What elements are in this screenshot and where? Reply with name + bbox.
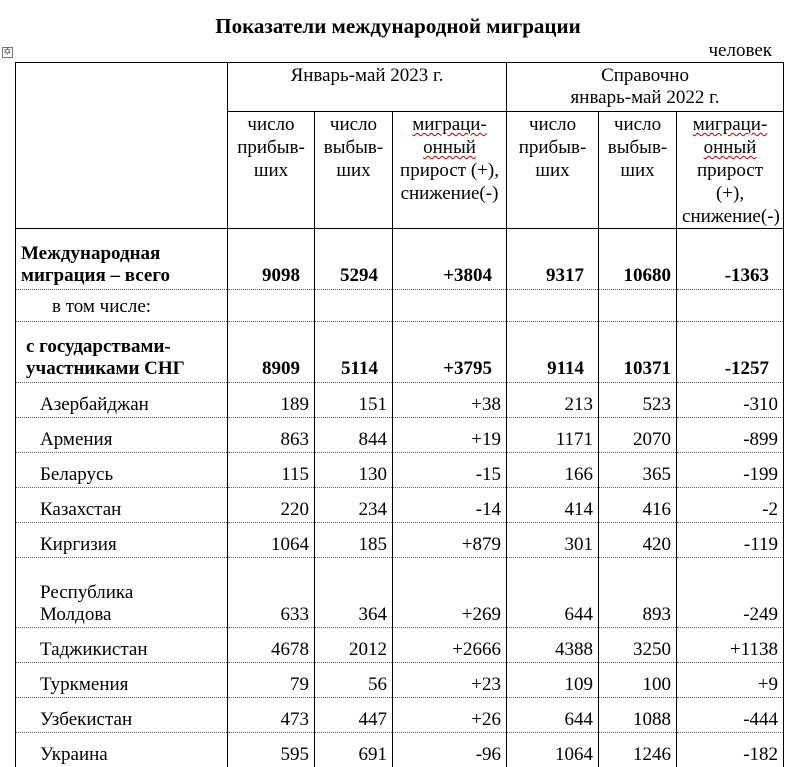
cell-departures-2022: 1088: [599, 698, 677, 733]
cell-departures-2023: 130: [315, 453, 393, 488]
table-row: [16, 488, 784, 523]
cell-departures-2023: 447: [315, 698, 393, 733]
cell-departures-2023: 364: [315, 558, 393, 628]
cell-growth-2023: +38: [393, 383, 507, 418]
cell-departures-2023: 2012: [315, 628, 393, 663]
cell-departures-2022: 523: [599, 383, 677, 418]
row-label: Армения: [16, 418, 228, 453]
cell-departures-2023: 56: [315, 663, 393, 698]
cell-arrivals-2023: [228, 290, 315, 322]
cell-growth-2022: -444: [677, 698, 784, 733]
cell-arrivals-2022: 109: [507, 663, 599, 698]
table-row: [16, 418, 784, 453]
cell-arrivals-2023: 9098: [228, 229, 315, 290]
unit-label: человек: [709, 40, 773, 62]
cell-departures-2023: [315, 290, 393, 322]
header-growth-2022: миграци- онный прирост (+), снижение(-): [677, 112, 784, 229]
cell-growth-2022: -119: [677, 523, 784, 558]
cell-growth-2023: +879: [393, 523, 507, 558]
cell-arrivals-2023: 863: [228, 418, 315, 453]
cell-growth-2023: +269: [393, 558, 507, 628]
row-label: Туркмения: [16, 663, 228, 698]
cell-departures-2022: 3250: [599, 628, 677, 663]
cell-growth-2022: -182: [677, 733, 784, 767]
cell-growth-2022: -1363: [677, 229, 784, 290]
cell-departures-2022: 365: [599, 453, 677, 488]
cell-departures-2022: 10371: [599, 322, 677, 383]
row-label: Беларусь: [16, 453, 228, 488]
header-group-2022: Справочно январь-май 2022 г.: [507, 63, 784, 112]
cell-arrivals-2023: 189: [228, 383, 315, 418]
cell-arrivals-2022: 1064: [507, 733, 599, 767]
row-label: Таджикистан: [16, 628, 228, 663]
cell-arrivals-2023: 473: [228, 698, 315, 733]
row-label: с государствами- участниками СНГ: [16, 322, 228, 383]
header-departures-2022: число выбыв- ших: [599, 112, 677, 229]
cell-growth-2023: +23: [393, 663, 507, 698]
cell-arrivals-2023: 8909: [228, 322, 315, 383]
cell-growth-2023: +26: [393, 698, 507, 733]
cell-growth-2022: -1257: [677, 322, 784, 383]
cell-growth-2023: [393, 290, 507, 322]
cell-arrivals-2022: 1171: [507, 418, 599, 453]
cell-departures-2023: 234: [315, 488, 393, 523]
cell-arrivals-2022: 301: [507, 523, 599, 558]
table-row: [16, 453, 784, 488]
cell-arrivals-2023: 79: [228, 663, 315, 698]
row-label: Международная миграция – всего: [16, 229, 228, 290]
table-row-total: [16, 229, 784, 290]
cell-arrivals-2023: 4678: [228, 628, 315, 663]
cell-growth-2023: +3795: [393, 322, 507, 383]
cell-departures-2023: 844: [315, 418, 393, 453]
row-label: Киргизия: [16, 523, 228, 558]
cell-growth-2022: -899: [677, 418, 784, 453]
cell-growth-2022: +9: [677, 663, 784, 698]
table-row: [16, 663, 784, 698]
migration-table: [15, 62, 784, 767]
cell-arrivals-2023: 115: [228, 453, 315, 488]
cell-arrivals-2022: 4388: [507, 628, 599, 663]
row-label: Узбекистан: [16, 698, 228, 733]
table-row: [16, 383, 784, 418]
cell-departures-2023: 5294: [315, 229, 393, 290]
cell-departures-2022: 10680: [599, 229, 677, 290]
table-row: [16, 698, 784, 733]
move-handle-icon[interactable]: ✡: [2, 47, 13, 58]
header-arrivals-2022: число прибыв- ших: [507, 112, 599, 229]
row-label: Республика Молдова: [16, 558, 228, 628]
header-arrivals-2023: число прибыв- ших: [228, 112, 315, 229]
cell-growth-2023: -14: [393, 488, 507, 523]
table-row: [16, 558, 784, 628]
cell-departures-2023: 185: [315, 523, 393, 558]
table-row-cis: [16, 322, 784, 383]
cell-growth-2022: -310: [677, 383, 784, 418]
cell-growth-2023: +19: [393, 418, 507, 453]
cell-departures-2022: 416: [599, 488, 677, 523]
cell-growth-2023: +2666: [393, 628, 507, 663]
row-label: Азербайджан: [16, 383, 228, 418]
cell-arrivals-2023: 633: [228, 558, 315, 628]
cell-arrivals-2022: 414: [507, 488, 599, 523]
cell-departures-2023: 5114: [315, 322, 393, 383]
cell-departures-2023: 691: [315, 733, 393, 767]
cell-arrivals-2022: 644: [507, 558, 599, 628]
cell-growth-2022: +1138: [677, 628, 784, 663]
cell-departures-2023: 151: [315, 383, 393, 418]
table-row: [16, 733, 784, 767]
cell-departures-2022: 420: [599, 523, 677, 558]
cell-departures-2022: [599, 290, 677, 322]
row-label: Казахстан: [16, 488, 228, 523]
row-label: в том числе:: [16, 290, 228, 322]
cell-departures-2022: 100: [599, 663, 677, 698]
cell-departures-2022: 1246: [599, 733, 677, 767]
cell-arrivals-2023: 595: [228, 733, 315, 767]
cell-arrivals-2022: 213: [507, 383, 599, 418]
cell-growth-2022: -2: [677, 488, 784, 523]
header-blank-cell: [16, 63, 228, 229]
cell-arrivals-2022: 9114: [507, 322, 599, 383]
cell-growth-2023: +3804: [393, 229, 507, 290]
table-row: [16, 628, 784, 663]
header-growth-2023: миграци- онный прирост (+), снижение(-): [393, 112, 507, 229]
table-row: [16, 523, 784, 558]
cell-arrivals-2022: [507, 290, 599, 322]
row-label: Украина: [16, 733, 228, 767]
cell-growth-2022: [677, 290, 784, 322]
page-title: Показатели международной миграции: [0, 14, 796, 38]
cell-departures-2022: 893: [599, 558, 677, 628]
cell-arrivals-2023: 220: [228, 488, 315, 523]
header-group-2023: Январь-май 2023 г.: [228, 63, 507, 112]
cell-growth-2022: -249: [677, 558, 784, 628]
cell-arrivals-2023: 1064: [228, 523, 315, 558]
cell-departures-2022: 2070: [599, 418, 677, 453]
table-row-including: [16, 290, 784, 322]
cell-growth-2023: -96: [393, 733, 507, 767]
cell-arrivals-2022: 166: [507, 453, 599, 488]
cell-growth-2022: -199: [677, 453, 784, 488]
cell-growth-2023: -15: [393, 453, 507, 488]
cell-arrivals-2022: 9317: [507, 229, 599, 290]
header-departures-2023: число выбыв- ших: [315, 112, 393, 229]
cell-arrivals-2022: 644: [507, 698, 599, 733]
